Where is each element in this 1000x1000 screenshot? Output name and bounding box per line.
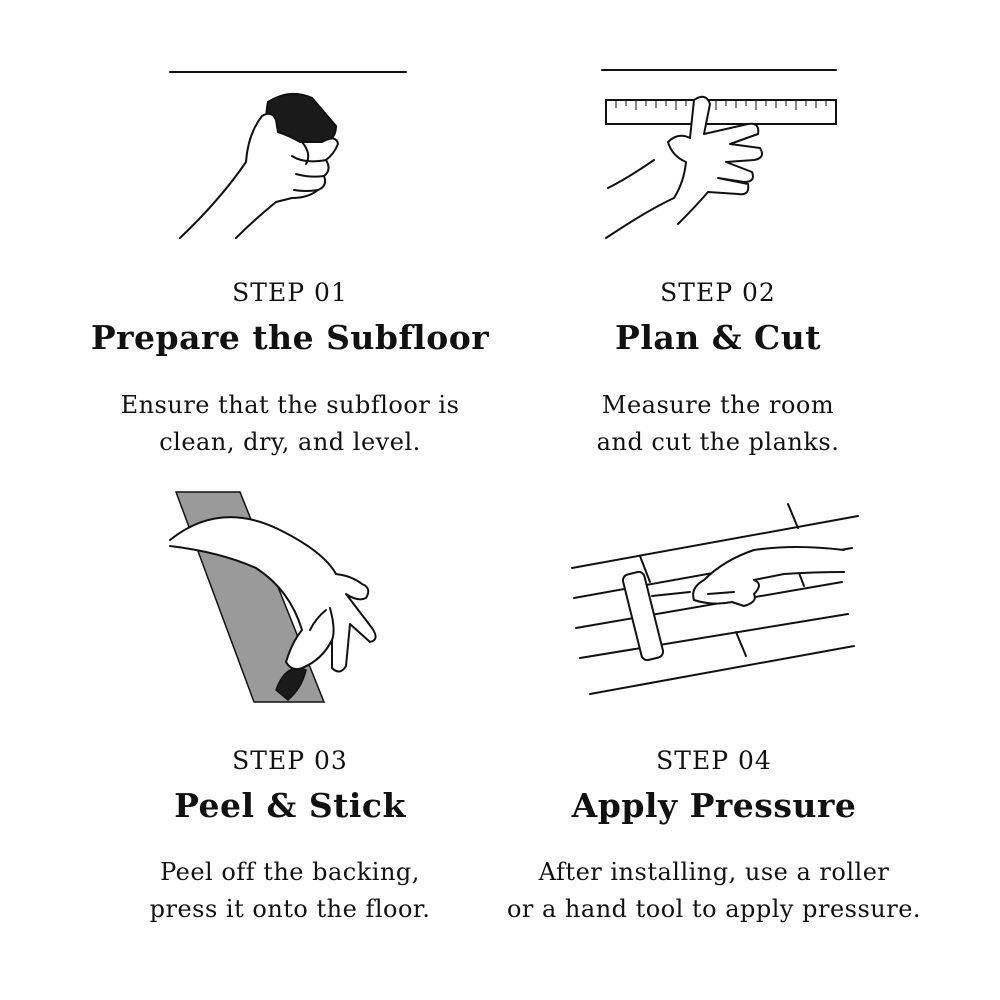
description-line: clean, dry, and level. bbox=[159, 428, 421, 456]
description-line: Ensure that the subfloor is bbox=[120, 391, 460, 419]
step-description bbox=[464, 854, 964, 928]
description-line: and cut the planks. bbox=[596, 428, 840, 456]
step-title: Peel & Stick bbox=[174, 786, 406, 825]
step-label: STEP 02 bbox=[660, 278, 776, 307]
step-01 bbox=[40, 30, 540, 530]
step-label: STEP 03 bbox=[232, 746, 348, 775]
description-line: press it onto the floor. bbox=[149, 895, 431, 923]
step-04 bbox=[464, 490, 964, 990]
hand-holding-sanding-sponge-icon bbox=[40, 30, 540, 290]
step-title: Plan & Cut bbox=[615, 318, 821, 357]
hand-with-roller-icon bbox=[464, 490, 964, 750]
step-description bbox=[40, 387, 540, 461]
step-02 bbox=[468, 30, 968, 530]
step-label: STEP 01 bbox=[232, 278, 348, 307]
description-line: After installing, use a roller bbox=[538, 858, 890, 886]
hand-on-ruler-icon bbox=[468, 30, 968, 290]
step-title: Prepare the Subfloor bbox=[90, 318, 490, 357]
description-line: Peel off the backing, bbox=[160, 858, 420, 886]
description-line: or a hand tool to apply pressure. bbox=[506, 895, 922, 923]
description-line: Measure the room bbox=[601, 391, 835, 419]
step-label: STEP 04 bbox=[656, 746, 772, 775]
step-description bbox=[468, 387, 968, 461]
step-title: Apply Pressure bbox=[571, 786, 857, 825]
